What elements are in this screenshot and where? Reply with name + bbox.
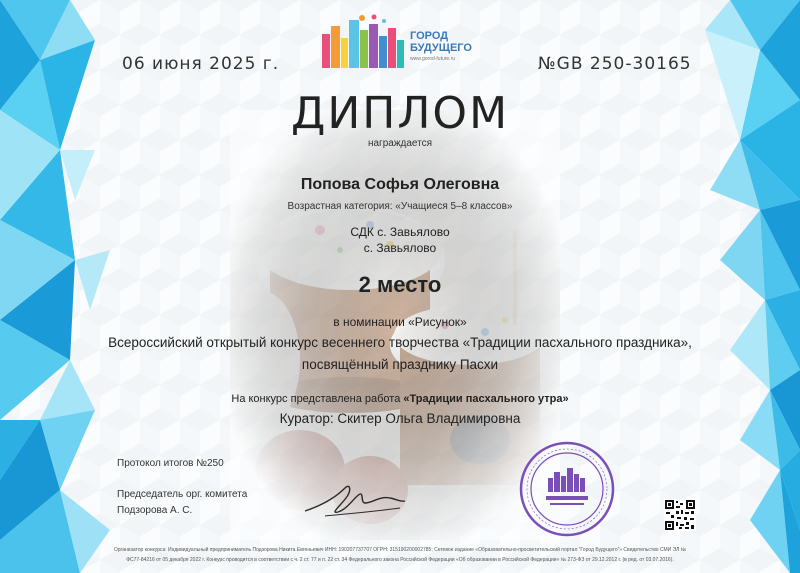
awarded-label: награждается	[367, 138, 433, 149]
chair-name: Подзорова А. С.	[117, 505, 193, 516]
organization-line2: с. Завьялово	[363, 241, 437, 255]
organization-line1: СДК с. Завьялово	[350, 225, 450, 239]
logo-name-line1: ГОРОД	[410, 30, 449, 42]
logo-name-line2: БУДУЩЕГО	[410, 42, 472, 54]
contest-name-line2: посвящённый празднику Пасхи	[301, 357, 499, 372]
nomination: в номинации «Рисунок»	[333, 315, 467, 329]
protocol-number: Протокол итогов №250	[117, 458, 224, 469]
age-category: Возрастная категория: «Учащиеся 5–8 классов»	[287, 201, 513, 212]
footer-legal-line1: Организатор конкурса: Индивидуальный предприниматель Подзорова Никита Евгеньевич ИНН: 190207737707 ОГРН: 315190200002785; Сетевое издание «Образовательно-просветительский портал “Город Будущего”» Свидетельство СМИ ЭЛ №	[113, 547, 687, 553]
chair-title: Председатель орг. комитета	[117, 489, 248, 500]
logo-name	[410, 30, 472, 54]
diploma-number: №GB 250-30165	[538, 54, 692, 74]
issue-date: 06 июня 2025 г.	[122, 54, 280, 74]
official-stamp	[518, 440, 616, 538]
work-prefix: На конкурс представлена работа	[231, 393, 401, 405]
contest-name-line1: Всероссийский открытый конкурс весеннего творчества «Традиции пасхального праздника»,	[108, 335, 692, 350]
recipient-name: Попова Софья Олеговна	[300, 176, 500, 193]
work-title: «Традиции пасхального утра»	[403, 393, 569, 405]
curator: Куратор: Скитер Ольга Владимировна	[279, 411, 521, 426]
diploma-title: ДИПЛОМ	[290, 88, 510, 139]
qr-code	[664, 499, 696, 531]
award-place: 2 место	[358, 272, 442, 297]
signature	[300, 476, 410, 526]
submitted-work	[0, 393, 800, 405]
footer-legal-line2: ФС77-84216 от 05 декабря 2022 г. Конкурс проводится в соответствии с ч. 2 ст. 77 и п. 22 ст. 34 Федерального закона Российской Федерации «Об образовании в Российской Федерации» № 273-ФЗ от 29.12.2012 г. (в ред. от 03.07.2016).	[126, 557, 674, 563]
logo-url: www.gorod-future.ru	[410, 56, 456, 62]
